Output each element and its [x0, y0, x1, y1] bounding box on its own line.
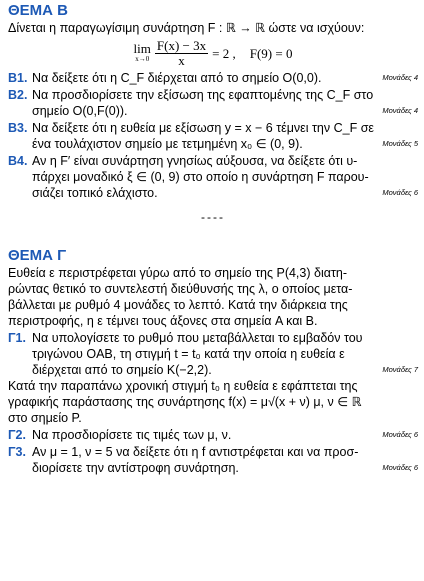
marks-label: Μονάδες 7: [382, 365, 418, 374]
middle-line: στο σημείο P.: [8, 411, 82, 425]
question-b2: [8, 87, 418, 119]
question-b1: [8, 70, 418, 86]
intro-line: περιστροφής, η ε τέμνει τους άξονες στα σημεία A και B.: [8, 314, 318, 328]
marks-label: Μονάδες 5: [382, 139, 418, 148]
question-text: διορίσετε την αντίστροφη συνάρτηση.: [32, 461, 239, 475]
intro-line: Ευθεία ε περιστρέφεται γύρω από το σημείο της P(4,3) διατη-: [8, 266, 348, 280]
question-text: Αν η F′ είναι συνάρτηση γνησίως αύξουσα, να δείξετε ότι υ-: [32, 154, 358, 168]
question-label: Β4.: [8, 154, 28, 168]
marks-label: Μονάδες 6: [382, 463, 418, 472]
question-g1: [8, 330, 418, 378]
middle-paragraph: [8, 378, 418, 426]
lim-subscript: x→0: [135, 54, 150, 63]
marks-label: Μονάδες 6: [382, 188, 418, 197]
lim-denominator: x: [178, 53, 185, 68]
question-label: Β3.: [8, 121, 28, 135]
question-g3: [8, 444, 418, 476]
question-text: Να προσδιορίσετε τις τιμές των μ, ν.: [32, 428, 232, 442]
section-title-b: ΘΕΜΑ Β: [8, 2, 68, 19]
question-text: Να προσδιορίσετε την εξίσωση της εφαπτομένης της C_F στο: [32, 88, 374, 102]
lim-numerator: F(x) − 3x: [156, 38, 207, 53]
question-text: Να δείξετε ότι η ευθεία με εξίσωση y = x − 6 τέμνει την C_F σε: [32, 121, 374, 135]
question-text: ένα τουλάχιστον σημείο με τετμημένη x₀ ∈ (0, 9).: [32, 137, 303, 151]
question-text: διέρχεται από το σημείο K(−2,2).: [32, 363, 212, 377]
question-label: Γ1.: [8, 331, 26, 345]
lim-rhs: = 2 ,: [212, 45, 236, 61]
intro-line: βάλλεται με ρυθμό 4 μονάδες το λεπτό. Κατά την διάρκεια της: [8, 298, 348, 312]
question-g2: [8, 427, 418, 443]
middle-line: γραφικής παράστασης της συνάρτησης f(x) = μ√(x + ν) μ, ν ∈ ℝ: [8, 395, 362, 409]
condition-f9: F(9) = 0: [249, 45, 293, 61]
intro-line: ρώντας θετικό το συντελεστή διεύθυνσής της λ, ο οποίος μετα-: [8, 282, 353, 296]
question-label: Γ2.: [8, 428, 26, 442]
intro-b: Δίνεται η παραγωγίσιμη συνάρτηση F : ℝ → ℝ ώστε να ισχύουν:: [8, 21, 365, 35]
question-text: πάρχει μοναδικό ξ ∈ (0, 9) στο οποίο η συνάρτηση F παρου-: [32, 170, 369, 184]
question-label: Γ3.: [8, 445, 26, 459]
question-label: Β1.: [8, 71, 28, 85]
lim-word: lim: [133, 40, 151, 56]
question-label: Β2.: [8, 88, 28, 102]
intro-g: [8, 265, 418, 329]
question-text: Αν μ = 1, ν = 5 να δείξετε ότι η f αντιστρέφεται και να προσ-: [32, 445, 359, 459]
question-text: Να δείξετε ότι η C_F διέρχεται από το σημείο O(0,0).: [32, 71, 322, 85]
question-text: τριγώνου OAB, τη στιγμή t = t₀ κατά την οποία η ευθεία ε: [32, 347, 345, 361]
limit-equation: [8, 39, 418, 68]
marks-label: Μονάδες 4: [382, 73, 418, 82]
middle-line: Κατά την παραπάνω χρονική στιγμή t₀ η ευθεία ε εφάπτεται της: [8, 379, 358, 393]
exam-page: [8, 2, 418, 476]
question-text: σιάζει τοπικό ελάχιστο.: [32, 186, 158, 200]
question-b4: [8, 153, 418, 201]
question-text: σημείο O(0,F(0)).: [32, 104, 128, 118]
question-text: Να υπολογίσετε το ρυθμό που μεταβάλλεται το εμβαδόν του: [32, 331, 363, 345]
marks-label: Μονάδες 6: [382, 430, 418, 439]
section-title-g: ΘΕΜΑ Γ: [8, 247, 67, 264]
question-b3: [8, 120, 418, 152]
marks-label: Μονάδες 4: [382, 106, 418, 115]
section-separator: ----: [201, 210, 225, 224]
